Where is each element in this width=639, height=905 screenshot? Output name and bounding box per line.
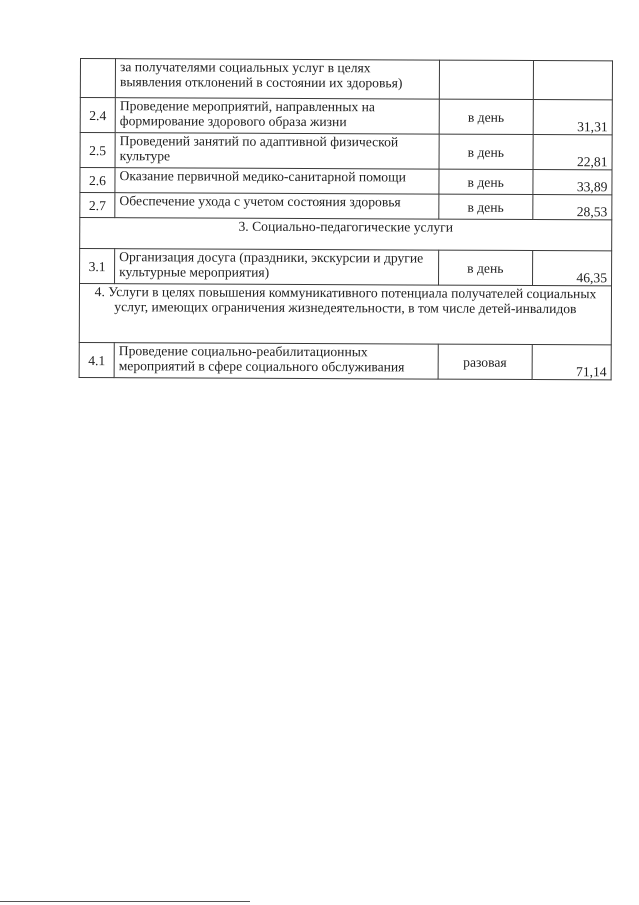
section-4-title: 4. Услуги в целях повышения коммуникативного потенциала получателей социальных услуг, имеющих ограничения жизнедеятельности, в том числе детей-инвалидов — [79, 284, 611, 345]
section-3-title: 3. Социально-педагогические услуги — [80, 218, 612, 251]
table-row — [80, 133, 612, 170]
price-cell: 46,35 — [532, 250, 611, 285]
service-name: за получателями социальных услуг в целях выявления отклонений в состоянии их здоровья) — [115, 59, 439, 99]
price-cell — [533, 60, 612, 99]
row-number — [80, 59, 115, 98]
unit-cell: в день — [439, 169, 533, 194]
service-name: Проведение мероприятий, направленных на формирование здорового образа жизни — [115, 98, 439, 134]
row-number: 2.6 — [80, 168, 115, 193]
section-header-row — [79, 284, 611, 345]
row-number: 2.4 — [80, 98, 115, 133]
service-name: Обеспечение ухода с учетом состояния здоровья — [115, 193, 439, 219]
table-row — [80, 193, 612, 220]
unit-cell: в день — [439, 134, 533, 169]
price-cell: 31,31 — [533, 99, 612, 134]
unit-cell: в день — [439, 99, 533, 134]
table-row — [80, 168, 612, 195]
page-edge-line — [0, 901, 250, 902]
row-number: 4.1 — [79, 342, 114, 377]
table-row — [79, 342, 611, 379]
table-row — [80, 249, 612, 286]
unit-cell: разовая — [438, 344, 532, 379]
service-name: Организация досуга (праздники, экскурсии и другие культурные мероприятия) — [115, 249, 439, 285]
price-cell: 71,14 — [532, 344, 611, 379]
price-cell: 33,89 — [533, 169, 612, 194]
services-tariff-table — [79, 58, 613, 380]
service-name: Проведений занятий по адаптивной физической культуре — [115, 133, 439, 169]
row-number: 2.5 — [80, 133, 115, 168]
price-cell: 22,81 — [533, 134, 612, 169]
unit-cell: в день — [438, 250, 532, 285]
unit-cell: в день — [438, 194, 532, 219]
service-name: Оказание первичной медико-санитарной помощи — [115, 168, 439, 194]
row-number: 3.1 — [80, 249, 115, 284]
row-number: 2.7 — [80, 193, 115, 218]
section-header-row — [80, 218, 612, 251]
price-cell: 28,53 — [533, 194, 612, 219]
service-name: Проведение социально-реабилитационных мероприятий в сфере социального обслуживания — [114, 343, 438, 379]
table-row — [80, 59, 612, 100]
table-row — [80, 98, 612, 135]
unit-cell — [439, 60, 533, 99]
